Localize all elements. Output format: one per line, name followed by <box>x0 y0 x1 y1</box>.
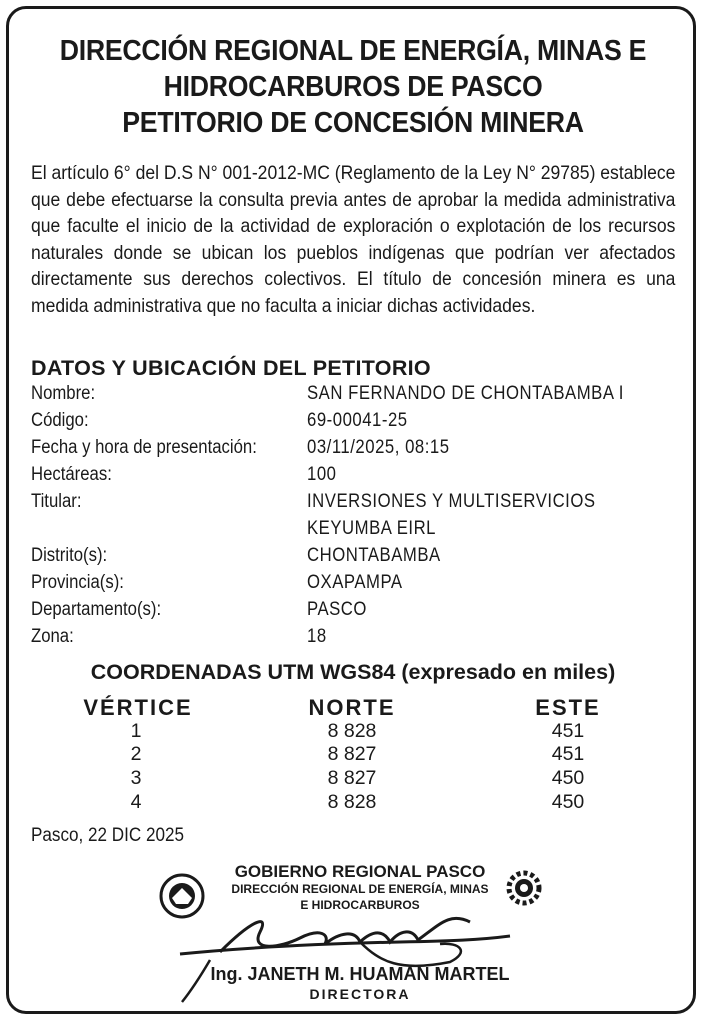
value-hectareas: 100 <box>307 464 337 485</box>
norte-cell: 8 828 <box>327 720 377 742</box>
intro-paragraph <box>31 160 676 319</box>
intro-text: El artículo 6° del D.S N° 001-2012-MC (Reglamento de la Ley N° 29785) establece que debe efectuarse la consulta previa antes de aprobar la medida administrativa que faculte el inicio de la actividad de exploración o explotación de los recursos naturales donde se ubican los pueblos indígenas que podrían ver afectados directamente sus derechos colectivos. El título de concesión minera es una medida administrativa que no faculta a iniciar dichas actividades. <box>31 162 676 317</box>
label-distrito: Distrito(s): <box>31 545 108 566</box>
label-hectareas: Hectáreas: <box>31 464 112 485</box>
label-fecha: Fecha y hora de presentación: <box>31 437 257 458</box>
stamp-line-1: GOBIERNO REGIONAL PASCO <box>234 862 486 881</box>
vertice-cell: 4 <box>130 791 142 813</box>
col-header-vertice: VÉRTICE <box>83 695 193 720</box>
date-line: Pasco, 22 DIC 2025 <box>31 825 185 846</box>
col-header-este: ESTE <box>535 695 601 720</box>
coords-heading: COORDENADAS UTM WGS84 (expresado en miles) <box>90 660 616 684</box>
label-zona: Zona: <box>31 626 74 647</box>
value-distrito: CHONTABAMBA <box>307 545 441 566</box>
este-cell: 450 <box>551 767 585 789</box>
este-cell: 450 <box>551 791 585 813</box>
col-header-norte: NORTE <box>308 695 396 720</box>
value-titular-line-2: KEYUMBA EIRL <box>307 518 437 539</box>
este-cell: 451 <box>551 720 585 742</box>
value-codigo: 69-00041-25 <box>307 410 408 431</box>
norte-cell: 8 827 <box>327 767 377 789</box>
signer-role: DIRECTORA <box>309 986 411 1002</box>
vertice-cell: 3 <box>130 767 142 789</box>
title-line-1: DIRECCIÓN REGIONAL DE ENERGÍA, MINAS E <box>59 35 647 67</box>
value-nombre: SAN FERNANDO DE CHONTABAMBA I <box>307 383 624 404</box>
label-departamento: Departamento(s): <box>31 599 162 620</box>
title-line-3: PETITORIO DE CONCESIÓN MINERA <box>122 107 584 139</box>
value-provincia: OXAPAMPA <box>307 572 403 593</box>
label-codigo: Código: <box>31 410 89 431</box>
value-titular: INVERSIONES Y MULTISERVICIOS <box>307 491 596 512</box>
vertice-cell: 1 <box>130 720 142 742</box>
datos-heading: DATOS Y UBICACIÓN DEL PETITORIO <box>31 356 431 380</box>
official-stamp <box>150 852 570 1012</box>
value-zona: 18 <box>307 626 327 647</box>
este-cell: 451 <box>551 743 585 765</box>
label-nombre: Nombre: <box>31 383 96 404</box>
norte-cell: 8 828 <box>327 791 377 813</box>
signer-name: Ing. JANETH M. HUAMAN MARTEL <box>210 964 510 984</box>
norte-cell: 8 827 <box>327 743 377 765</box>
value-departamento: PASCO <box>307 599 367 620</box>
stamp-line-3: E HIDROCARBUROS <box>300 898 420 912</box>
title-line-2: HIDROCARBUROS DE PASCO <box>163 71 543 103</box>
stamp-line-2: DIRECCIÓN REGIONAL DE ENERGÍA, MINAS <box>231 882 489 896</box>
label-titular: Titular: <box>31 491 82 512</box>
label-provincia: Provincia(s): <box>31 572 124 593</box>
vertice-cell: 2 <box>130 743 142 765</box>
value-fecha: 03/11/2025, 08:15 <box>307 437 450 458</box>
